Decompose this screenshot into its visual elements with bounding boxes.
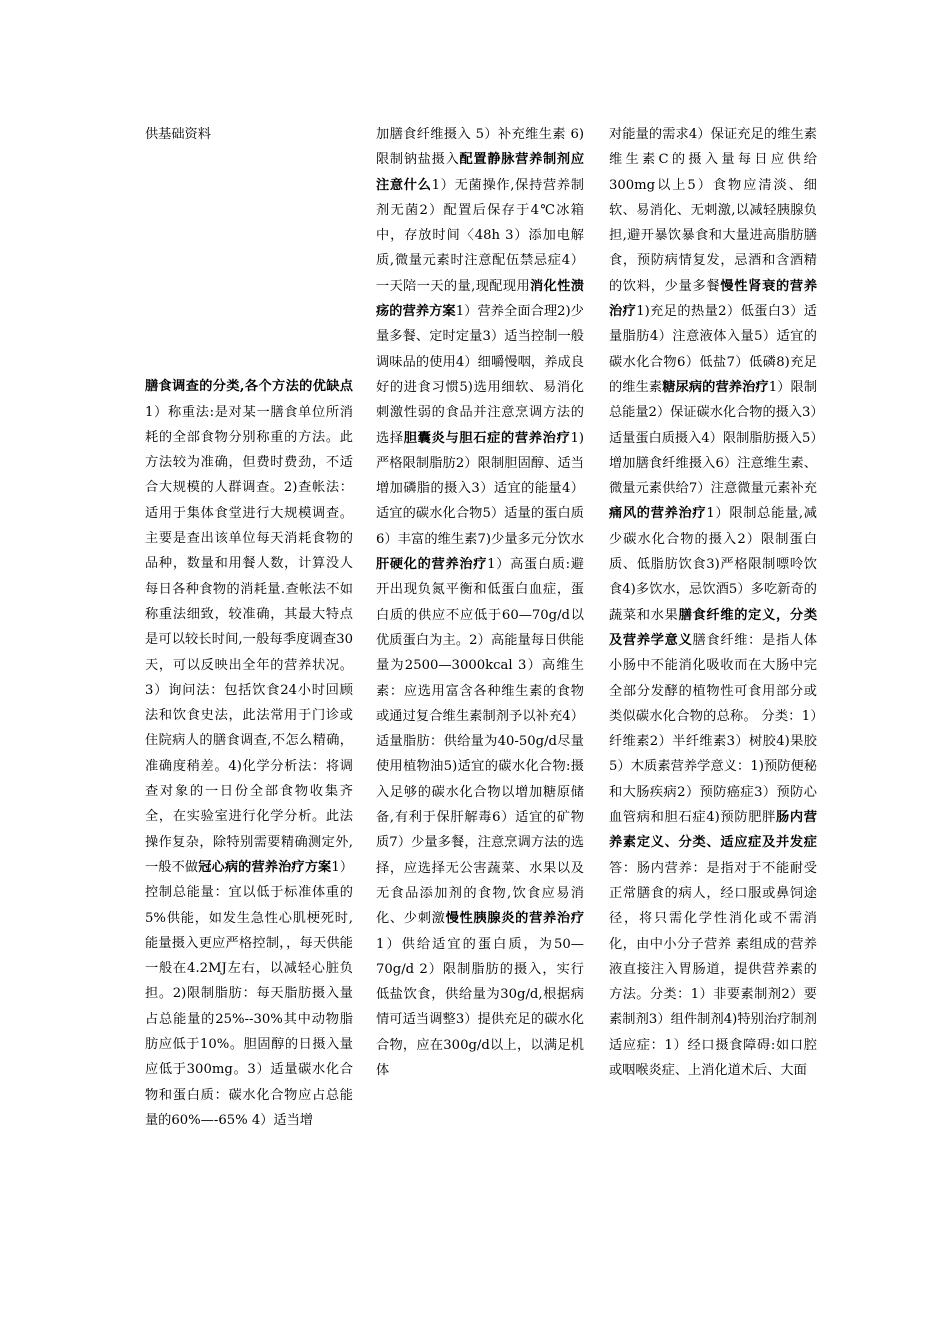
body-text: 答：肠内营养：是指对于不能耐受正常膳食的病人，经口服或鼻饲途径，将只需化学性消化或不需消化，由中小分子营养 素组成的营养液直接注入胃肠道，提供营养素的方法。分类：1）非要素制剂2）要素制剂3）组件制剂4)特别治疗制剂 适应症：1）经口摄食障碍:如口腔或咽喉炎症、上消化道术后、大面	[609, 860, 817, 1078]
section-heading: 肠内营养素定义、分类、适应症及并发症	[609, 810, 817, 851]
section-heading: 糖尿病的营养治疗	[662, 379, 769, 395]
section-heading: 慢性肾衰的营养治疗	[609, 278, 817, 320]
column-paragraph	[609, 122, 817, 1083]
section-heading: 冠心病的营养治疗方案	[198, 859, 332, 875]
body-text: 1）营养全面合理2)少量多餐、定时定量3）适当控制一般调味品的使用4）细嚼慢咽，养成良好的进食习惯5)选用细软、易消化刺激性弱的食品并注意烹调方法的选择	[376, 304, 584, 446]
section-heading: 膳食纤维的定义，分类及营养学意义	[609, 607, 817, 648]
section-heading: 痛风的营养治疗	[609, 506, 707, 522]
section-heading: 胆囊炎与胆石症的营养治疗	[403, 430, 571, 446]
section-heading: 肝硬化的营养治疗	[376, 557, 488, 573]
column-paragraph	[145, 374, 353, 1133]
blank-space	[145, 147, 353, 374]
column-paragraph	[376, 122, 584, 1083]
section-heading: 慢性胰腺炎的营养治疗	[445, 911, 584, 927]
text-column-2	[376, 122, 584, 1222]
body-text: 加膳食纤维摄入 5）补充维生素 6)限制钠盐摄入	[376, 127, 584, 168]
section-heading: 配置静脉营养制剂应注意什么	[376, 152, 584, 193]
body-text: 1)充足的热量2）低蛋白3）适量脂肪4）注意液体入量5）适宜的碳水化合物6）低盐7）低磷8)充足的维生素	[609, 304, 817, 395]
body-text: 1）供给适宜的蛋白质，为50—70g/d 2）限制脂肪的摄入，实行低盐饮食，供给量为30g/d,根据病情可适当调整3）提供充足的碳水化合物，应在300g/d以上，以满足机体	[376, 936, 584, 1078]
body-text: 1）限制总能量,减少碳水化合物的摄入2）限制蛋白质、低脂肪饮食3)严格限制嘌呤饮食4)多饮水，忌饮酒5）多吃新奇的蔬菜和水果	[609, 506, 817, 623]
text-column-1	[145, 122, 353, 1222]
section-heading: 消化性溃疡的营养方案	[376, 278, 584, 320]
body-text: 膳食纤维：是指人体小肠中不能消化吸收而在大肠中完全部分发酵的植物性可食用部分或类似碳水化合物的总称。 分类：1）纤维素2）半纤维素3）树胶4)果胶5）木质素营养学意义：1)预防便秘和大肠疾病2）预防癌症3）预防心血管病和胆石症4)预防肥胖	[609, 632, 817, 826]
body-text: 1）称重法:是对某一膳食单位所消耗的全部食物分别称重的方法。此方法较为准确，但费时费劲，不适合大规模的人群调查。2)查帐法：适用于集体食堂进行大规模调查。主要是查出该单位每天消耗食物的品种，数量和用餐人数，计算没人每日各种食物的消耗量.查帐法不如称重法细致，较准确，其最大特点是可以较长时间,一般每季度调查30天，可以反映出全年的营养状况。3）询问法：包括饮食24小时回顾法和饮食史法，此法常用于门诊或住院病人的膳食调查,不怎么精确，准确度稍差。4)化学分析法：将调查对象的一日份全部食物收集齐全，在实验室进行化学分析。此法操作复杂，除特别需要精确测定外,一般不做	[145, 404, 353, 875]
text-column-3	[609, 122, 817, 1222]
body-text: 1）无菌操作,保持营养制剂无菌2）配置后保存于4℃冰箱中，存放时间〈48h 3）添加电解质,微量元素时注意配伍禁忌症4）一天陪一天的量,现配现用	[376, 177, 584, 294]
header-note: 供基础资料	[145, 127, 211, 142]
body-text: 1）限制总能量2）保证碳水化合物的摄入3）适量蛋白质摄入4）限制脂肪摄入5）增加膳食纤维摄入6）注意维生素、微量元素供给7）注意微量元素补充	[609, 379, 817, 497]
body-text: 1）高蛋白质:避开出现负氮平衡和低蛋白血症，蛋白质的供应不应低于60—70g/d以优质蛋白为主。2）高能量每日供能量为2500—3000kcal 3）高维生素：应选用富含各种维生素的食物或通过复合维生素制剂予以补充4）适量脂肪：供给量为40-50g/d尽量使用植物油5)适宜的碳水化合物:摄入足够的碳水化合物以增加糖原储备,有利于保肝解毒6）适宜的矿物质7）少量多餐，注意烹调方法的选择，应选择无公害蔬菜、水果以及无食品添加剂的食物,饮食应易消化、少刺激	[376, 557, 584, 927]
body-text: 1）控制总能量：宜以低于标准体重的5%供能，如发生急性心肌梗死时,能量摄入更应严格控制，，每天供能一般在4.2MJ左右，以减轻心脏负担。2)限制脂肪：每天脂肪摄入量占总能量的25%--30%其中动物脂肪应低于10%。胆固醇的日摄入量应低于300mg。3）适量碳水化合物和蛋白质：碳水化合物应占总能量的60%—-65% 4）适当增	[145, 859, 353, 1128]
body-text: 对能量的需求4）保证充足的维生素 维生素C的摄入量每日应供给300mg以上5）食物应清淡、细软、易消化、无刺激,以减轻胰腺负担,避开暴饮暴食和大量进高脂肪膳食，预防病情复发，忌酒和含酒精的饮料，少量多餐	[609, 127, 817, 294]
section-heading: 膳食调查的分类,各个方法的优缺点	[145, 379, 353, 395]
body-text: 1)严格限制脂肪2）限制胆固醇、适当增加磷脂的摄入3）适宜的能量4）适宜的碳水化合物5）适量的蛋白质6）丰富的维生素7)少量多元分饮水	[376, 430, 584, 547]
